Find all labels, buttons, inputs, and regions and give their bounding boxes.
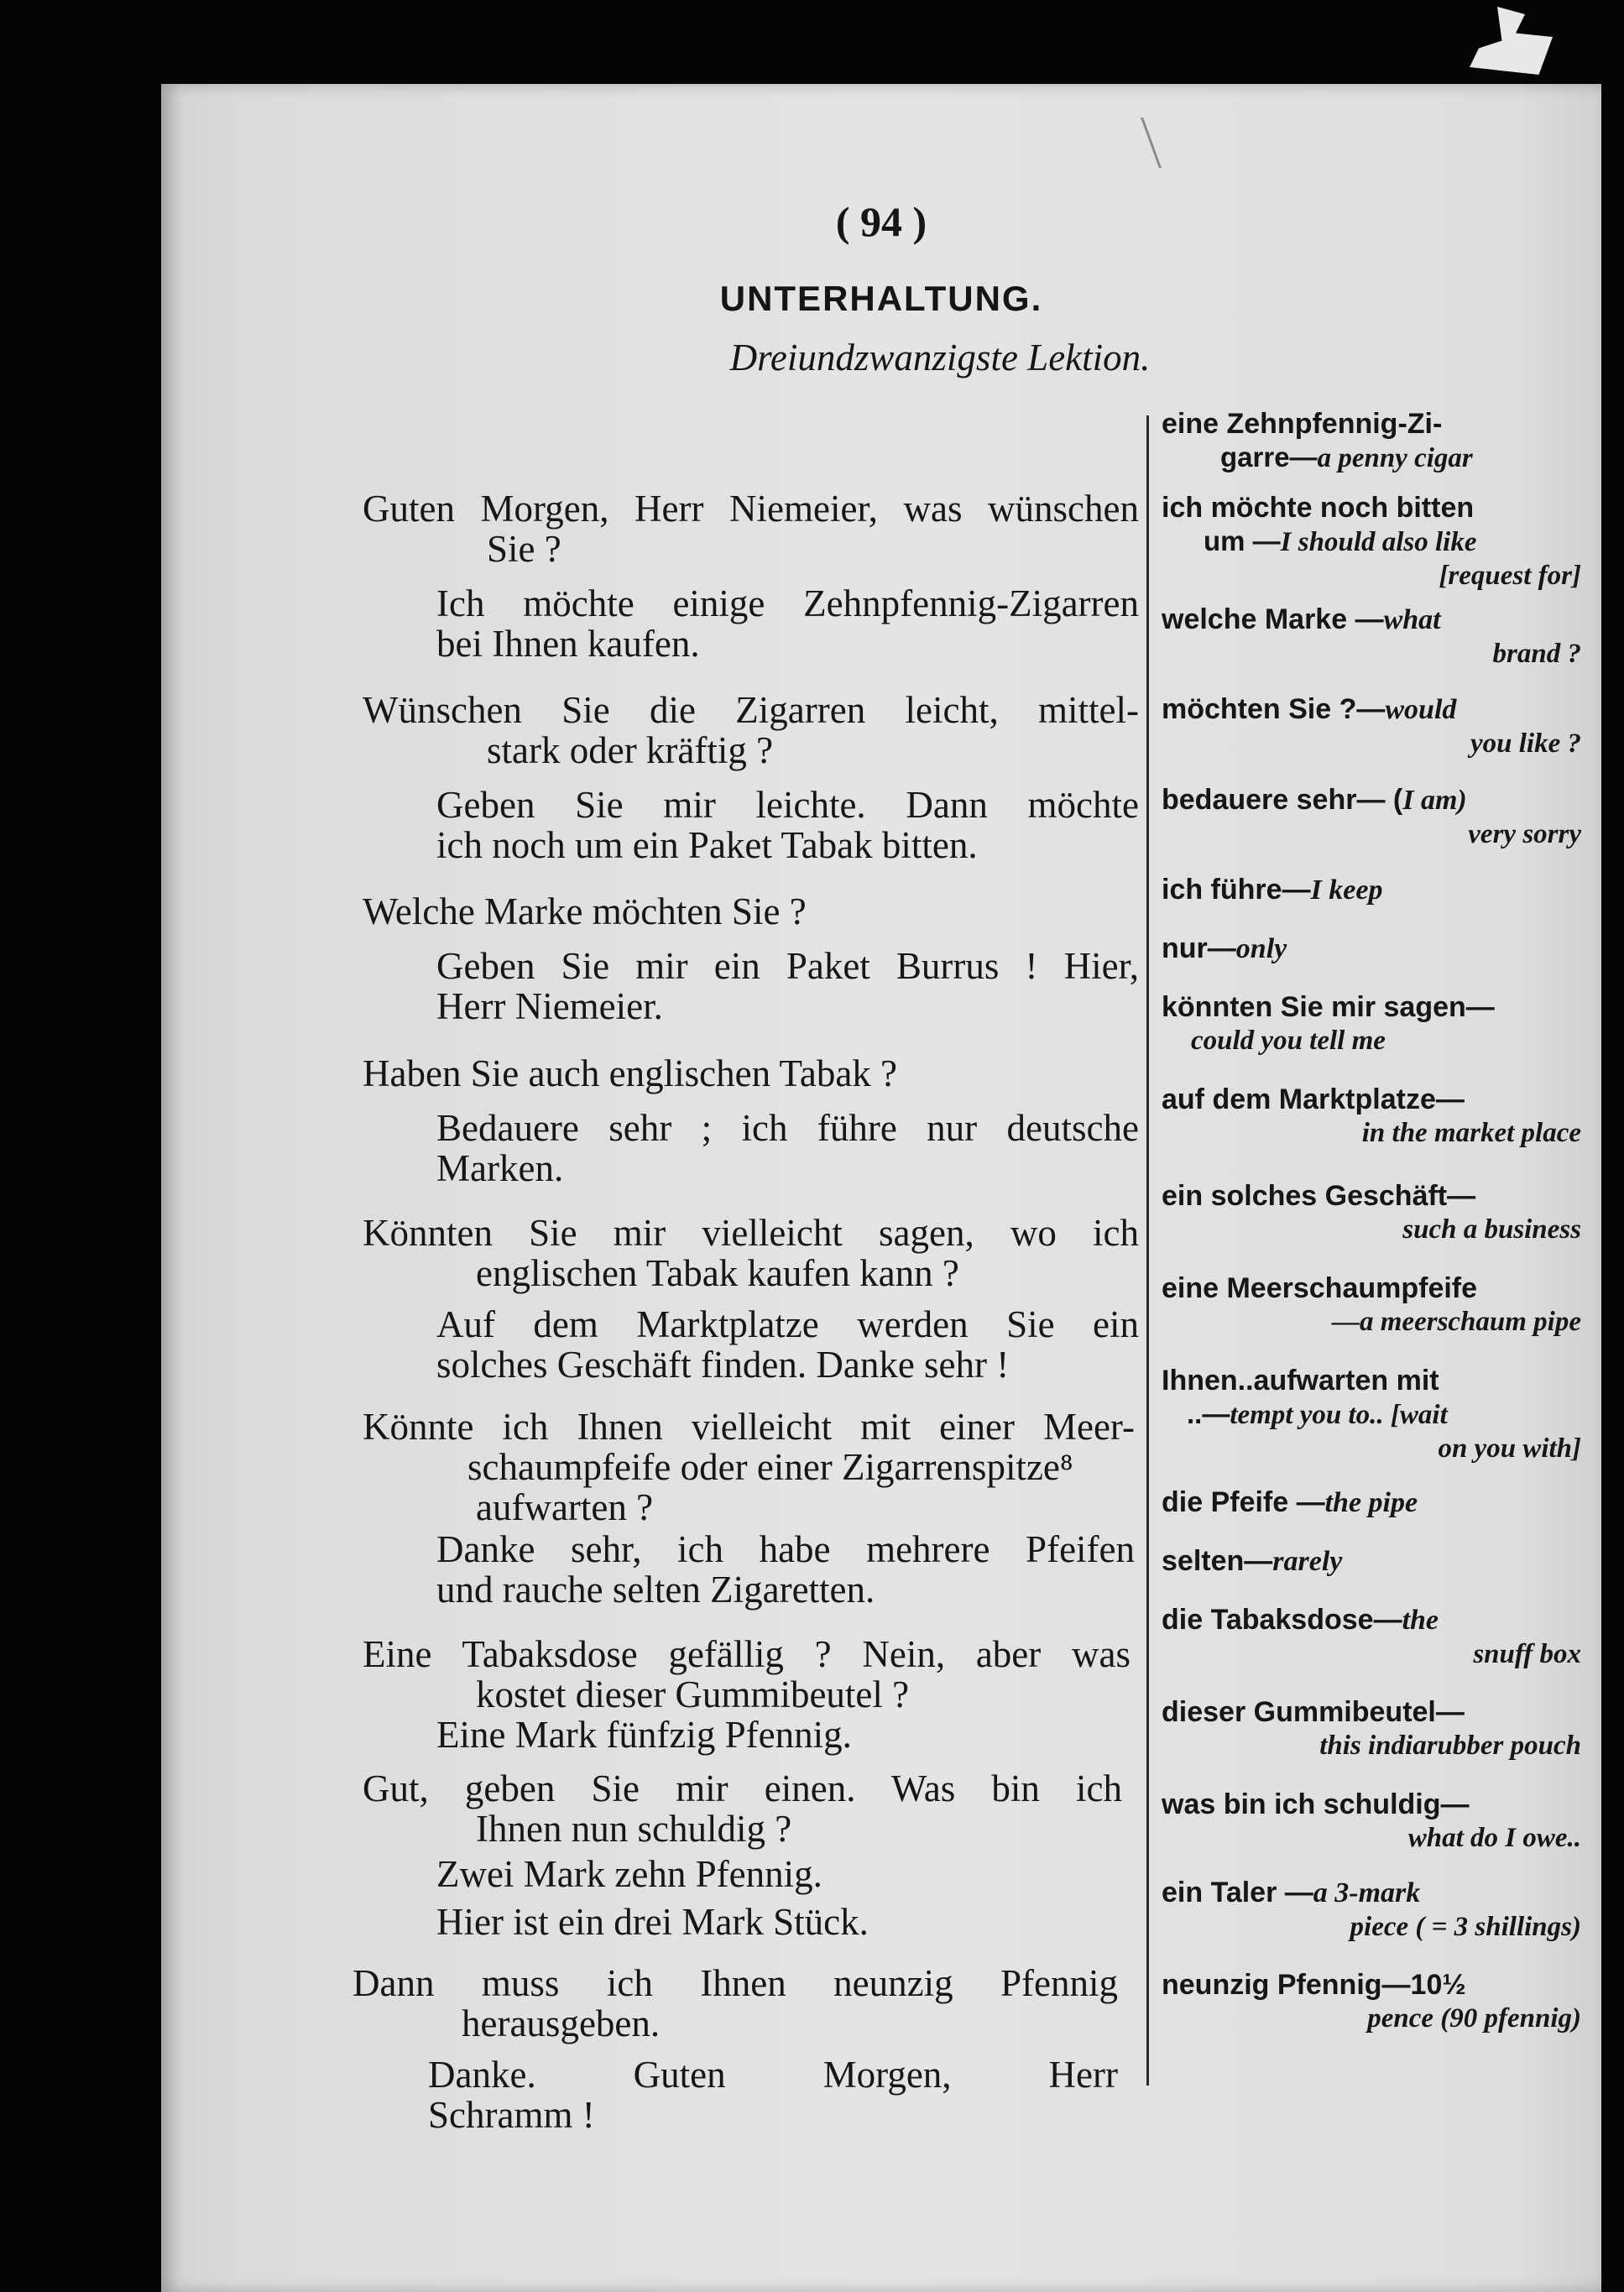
- glossary-entry: [1162, 603, 1581, 671]
- glossary-german: bedauere sehr— (: [1162, 784, 1403, 816]
- dialogue-line: kostet dieser Gummibeutel ?: [476, 1673, 910, 1715]
- dialogue-line: Könnte ich Ihnen vielleicht mit einer Meer-: [363, 1406, 1135, 1448]
- glossary-english: rarely: [1272, 1546, 1343, 1577]
- glossary-entry: [1162, 1788, 1581, 1855]
- lesson-subtitle: Dreiundzwanzigste Lektion.: [729, 337, 1151, 379]
- glossary-entry: [1162, 1876, 1581, 1944]
- dialogue-line: Auf dem Marktplatze werden Sie ein: [436, 1303, 1139, 1345]
- glossary-german: garre—: [1220, 441, 1318, 472]
- corner-ink-mark: [1460, 7, 1553, 82]
- glossary-english: in the market place: [1361, 1118, 1581, 1148]
- glossary-english: the: [1402, 1605, 1439, 1636]
- dialogue-line: ich noch um ein Paket Tabak bitten.: [436, 824, 978, 866]
- glossary-german: ..—: [1187, 1398, 1230, 1429]
- glossary-english: snuff box: [1473, 1639, 1581, 1669]
- glossary-german: die Tabaksdose—: [1162, 1604, 1402, 1636]
- glossary-german: dieser Gummibeutel—: [1162, 1696, 1465, 1728]
- dialogue-line: englischen Tabak kaufen kann ?: [476, 1252, 959, 1294]
- dialogue-line: Könnten Sie mir vielleicht sagen, wo ich: [363, 1212, 1139, 1254]
- glossary-english: would: [1385, 694, 1457, 725]
- glossary-german: möchten Sie ?—: [1162, 693, 1386, 725]
- glossary-german: ein solches Geschäft—: [1162, 1180, 1476, 1212]
- glossary-english: could you tell me: [1191, 1026, 1386, 1056]
- glossary-german: könnten Sie mir sagen—: [1162, 991, 1495, 1023]
- dialogue-line: Ich möchte einige Zehnpfennig-Zigarren: [436, 582, 1139, 624]
- dialogue-line: Haben Sie auch englischen Tabak ?: [363, 1052, 898, 1094]
- page-number: ( 94 ): [835, 198, 927, 245]
- glossary-english: only: [1235, 933, 1287, 964]
- glossary-entry: [1162, 1603, 1581, 1671]
- dialogue-line: Schramm !: [428, 2094, 595, 2136]
- glossary-english: piece ( = 3 shillings): [1350, 1912, 1581, 1942]
- scan-mark: [1141, 117, 1187, 168]
- dialogue-line: Hier ist ein drei Mark Stück.: [436, 1901, 869, 1943]
- glossary-english: tempt you to.. [wait: [1230, 1400, 1448, 1430]
- glossary-entry: [1162, 1695, 1581, 1762]
- glossary-english: such a business: [1402, 1214, 1581, 1245]
- dialogue-line: aufwarten ?: [476, 1486, 654, 1528]
- dialogue-line: Marken.: [436, 1147, 564, 1189]
- dialogue-line: Sie ?: [487, 528, 561, 570]
- glossary-english: what: [1383, 604, 1441, 635]
- glossary-entry: [1162, 1271, 1581, 1339]
- glossary-english: I am): [1402, 785, 1467, 816]
- dialogue-line: Welche Marke möchten Sie ?: [363, 890, 807, 932]
- glossary-entry: [1162, 407, 1581, 475]
- glossary-english: [request for]: [1439, 561, 1581, 591]
- glossary-entry: [1162, 1364, 1581, 1465]
- dialogue-line: Eine Tabaksdose gefällig ? Nein, aber was: [363, 1633, 1131, 1675]
- glossary-english: —a meerschaum pipe: [1332, 1307, 1581, 1337]
- glossary-english: I should also like: [1280, 527, 1477, 557]
- dialogue-line: Wünschen Sie die Zigarren leicht, mittel-: [363, 689, 1139, 731]
- glossary-german: ich möchte noch bitten: [1162, 492, 1475, 524]
- dialogue-line: Gut, geben Sie mir einen. Was bin ich: [363, 1767, 1122, 1809]
- glossary-english: pence (90 pfennig): [1367, 2003, 1581, 2034]
- section-title: UNTERHALTUNG.: [719, 279, 1043, 318]
- dialogue-line: und rauche selten Zigaretten.: [436, 1569, 875, 1611]
- dialogue-line: Eine Mark fünfzig Pfennig.: [436, 1714, 852, 1756]
- glossary-german: ein Taler —: [1162, 1877, 1313, 1908]
- dialogue-line: herausgeben.: [462, 2002, 661, 2044]
- glossary-german: die Pfeife —: [1162, 1486, 1325, 1518]
- dialogue-line: schaumpfeife oder einer Zigarrenspitze⁸: [467, 1446, 1073, 1488]
- glossary-english: on you with]: [1438, 1433, 1581, 1464]
- glossary-german: nur—: [1162, 932, 1236, 964]
- dialogue-line: Danke. Guten Morgen, Herr: [428, 2054, 1118, 2096]
- glossary-german: ich führe—: [1162, 874, 1311, 906]
- column-divider: [1146, 415, 1149, 2086]
- glossary-english: what do I owe..: [1407, 1823, 1581, 1853]
- dialogue-line: Bedauere sehr ; ich führe nur deutsche: [436, 1107, 1139, 1149]
- glossary-german: selten—: [1162, 1545, 1273, 1577]
- glossary-english: you like ?: [1470, 728, 1581, 759]
- dialogue-line: Guten Morgen, Herr Niemeier, was wünschen: [363, 488, 1139, 530]
- glossary-entry: [1162, 491, 1581, 593]
- dialogue-line: solches Geschäft finden. Danke sehr !: [436, 1344, 1010, 1386]
- glossary-german: neunzig Pfennig—10½: [1162, 1969, 1466, 2001]
- dialogue-line: Zwei Mark zehn Pfennig.: [436, 1853, 822, 1895]
- dialogue-line: Geben Sie mir ein Paket Burrus ! Hier,: [436, 945, 1139, 987]
- dialogue-line: Ihnen nun schuldig ?: [476, 1808, 792, 1850]
- glossary-entry: [1162, 1968, 1581, 2035]
- glossary-german: Ihnen..aufwarten mit: [1162, 1365, 1439, 1397]
- dialogue-line: bei Ihnen kaufen.: [436, 623, 700, 665]
- glossary-english: a 3-mark: [1313, 1877, 1421, 1908]
- glossary-entry: [1162, 1179, 1581, 1246]
- glossary-entry: [1162, 1485, 1581, 1520]
- glossary-german: um —: [1204, 525, 1281, 556]
- glossary-entry: [1162, 932, 1581, 966]
- glossary-entry: [1162, 1544, 1581, 1579]
- glossary-entry: [1162, 1083, 1581, 1150]
- glossary-english: very sorry: [1468, 819, 1581, 849]
- glossary-german: was bin ich schuldig—: [1162, 1788, 1470, 1820]
- glossary-entry: [1162, 873, 1581, 907]
- glossary-english: brand ?: [1492, 639, 1581, 669]
- glossary-german: auf dem Marktplatze—: [1162, 1083, 1465, 1115]
- glossary-english: I keep: [1310, 875, 1383, 906]
- glossary-german: welche Marke —: [1162, 603, 1384, 635]
- glossary-entry: [1162, 990, 1581, 1057]
- glossary-entry: [1162, 692, 1581, 760]
- glossary-english: the pipe: [1324, 1487, 1418, 1518]
- book-page: [161, 84, 1601, 2292]
- dialogue-line: Herr Niemeier.: [436, 985, 663, 1027]
- glossary-english: this indiarubber pouch: [1319, 1731, 1581, 1761]
- dialogue-line: Dann muss ich Ihnen neunzig Pfennig: [352, 1962, 1118, 2004]
- glossary-german: eine Meerschaumpfeife: [1162, 1272, 1478, 1304]
- dialogue-line: Geben Sie mir leichte. Dann möchte: [436, 784, 1139, 826]
- dialogue-line: stark oder kräftig ?: [487, 729, 774, 771]
- glossary-english: a penny cigar: [1317, 443, 1473, 473]
- glossary-entry: [1162, 783, 1581, 851]
- glossary-german: eine Zehnpfennig-Zi-: [1162, 408, 1443, 440]
- dialogue-line: Danke sehr, ich habe mehrere Pfeifen: [436, 1528, 1135, 1570]
